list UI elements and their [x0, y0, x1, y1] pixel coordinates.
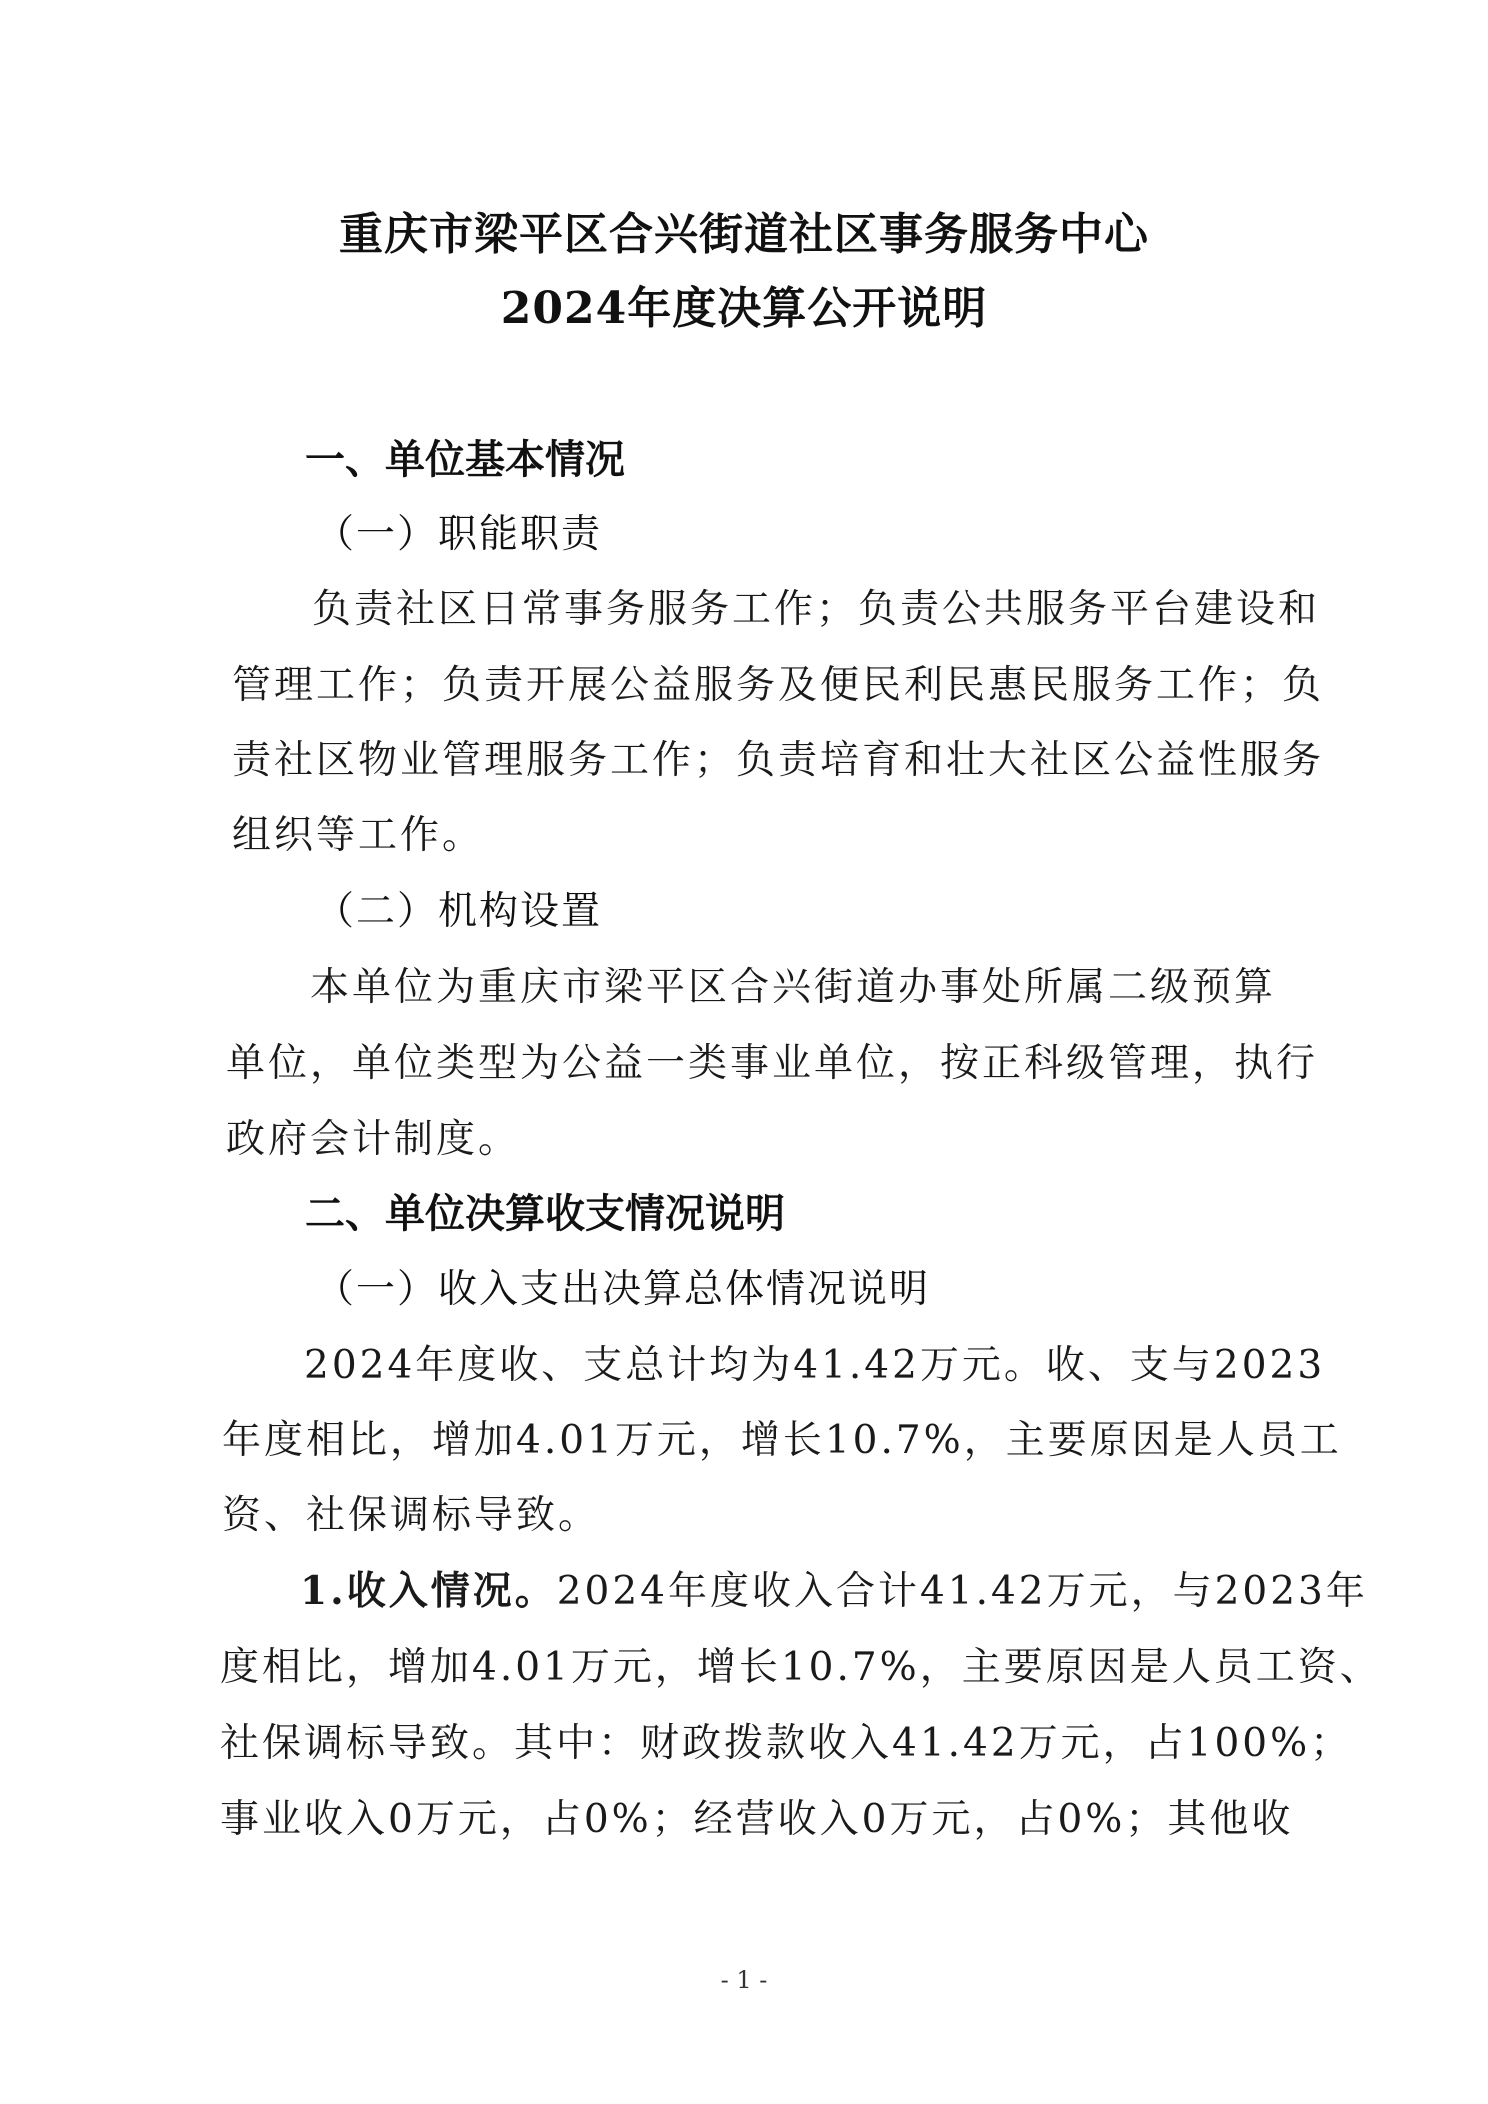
- document-title-line-1: 重庆市梁平区合兴街道社区事务服务中心: [339, 209, 1149, 260]
- section-heading-2: 二、单位决算收支情况说明: [305, 1190, 785, 1237]
- income-first-line-text: 2024年度收入合计41.42万元，与2023年: [556, 1569, 1368, 1614]
- income-label: 1.收入情况。: [300, 1568, 557, 1614]
- paragraph-line: 资、社保调标导致。: [222, 1493, 601, 1538]
- paragraph-line: 负责社区日常事务服务工作；负责公共服务平台建设和: [312, 587, 1321, 632]
- paragraph-line: 管理工作；负责开展公益服务及便民利民惠民服务工作；负: [232, 663, 1325, 708]
- paragraph-line: 年度相比，增加4.01万元，增长10.7%，主要原因是人员工: [222, 1418, 1342, 1463]
- paragraph-line: 度相比，增加4.01万元，增长10.7%，主要原因是人员工资、: [220, 1645, 1382, 1690]
- paragraph-line: 社保调标导致。其中：财政拨款收入41.42万元，占100%；: [220, 1721, 1353, 1766]
- paragraph-line: 政府会计制度。: [226, 1117, 521, 1162]
- paragraph-line: 组织等工作。: [232, 813, 485, 858]
- paragraph-line: 本单位为重庆市梁平区合兴街道办事处所属二级预算: [310, 965, 1277, 1010]
- paragraph-line: 单位，单位类型为公益一类事业单位，按正科级管理，执行: [226, 1041, 1319, 1086]
- income-paragraph-first-line: [300, 1560, 1368, 1616]
- page-number: - 1 -: [720, 1966, 768, 1994]
- subsection-heading-1-1: （一）职能职责: [315, 512, 603, 557]
- paragraph-line: 事业收入0万元，占0%；经营收入0万元，占0%；其他收: [220, 1797, 1294, 1842]
- paragraph-line: 责社区物业管理服务工作；负责培育和壮大社区公益性服务: [232, 738, 1325, 783]
- document-title-line-2: 2024年度决算公开说明: [500, 283, 988, 334]
- section-heading-1: 一、单位基本情况: [305, 436, 625, 483]
- subsection-heading-2-1: （一）收入支出决算总体情况说明: [315, 1267, 931, 1312]
- subsection-heading-1-2: （二）机构设置: [315, 889, 603, 934]
- paragraph-line: 2024年度收、支总计均为41.42万元。收、支与2023: [304, 1343, 1326, 1388]
